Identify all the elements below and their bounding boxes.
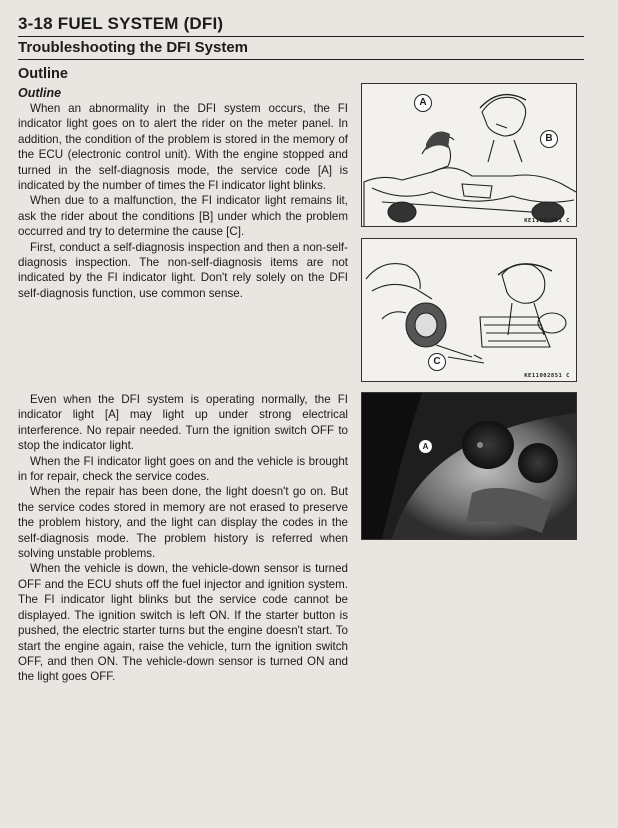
outline-heading: Outline	[18, 66, 68, 82]
outline-paragraph-2: When due to a malfunction, the FI indicator light remains lit, ask the rider about the conditions [B] under which the problem occurred and try to determine the cause [C].	[18, 194, 348, 239]
outline-paragraph-3: First, conduct a self-diagnosis inspection and then a non-self-diagnosis inspection. The non-self-diagnosis items are not indicated by the FI indicator light. Don't rely solely on the DFI self-diagnosis function, use common sense.	[18, 240, 348, 300]
meter-panel-photo	[362, 393, 576, 539]
outline-paragraph-1: When an abnormality in the DFI system occurs, the FI indicator light goes on to alert the rider on the meter panel. In addition, the condition of the problem is stored in the memory of the ECU (electronic control unit). With the engine stopped and turned in the self-diagnosis mode, the service code [A] is indicated by the number of times the FI indicator light blinks.	[18, 102, 348, 193]
indicator-paragraph-2: When the FI indicator light goes on and the vehicle is brought in for repair, check the service codes.	[18, 454, 348, 484]
subtitle-rule	[18, 59, 584, 60]
outline-text	[18, 101, 348, 301]
indicator-text	[18, 392, 348, 685]
figure-code: KE11002851 C	[524, 373, 570, 379]
indicator-paragraph-1: Even when the DFI system is operating normally, the FI indicator light [A] may light up under strong electrical interference. No repair needed. Turn the ignition switch OFF to stop the indicator light.	[18, 393, 348, 453]
indicator-paragraph-4: When the vehicle is down, the vehicle-down sensor is turned OFF and the ECU shuts off the fuel injector and ignition system. The FI indicator light blinks but the service code cannot be displayed. The ignition switch is left ON. If the starter button is pushed, the electric starter turns but the engine doesn't start. To start the engine again, raise the vehicle, turn the ignition switch OFF, and then ON. The vehicle-down sensor is turned ON and the light goes OFF.	[18, 562, 348, 684]
callout-a: A	[414, 94, 432, 112]
page-header	[18, 14, 584, 60]
callout-c: C	[428, 353, 446, 371]
figure-code: KE11001851 C	[524, 218, 570, 224]
callout-a: A	[418, 439, 433, 454]
atv-rider-illustration	[362, 84, 576, 226]
figure-meter-panel	[361, 392, 577, 540]
technician-illustration	[362, 239, 576, 381]
section-title: Troubleshooting the DFI System	[18, 39, 249, 56]
callout-b: B	[540, 130, 558, 148]
figure-diagnosis	[361, 238, 577, 382]
page-title: 3-18 FUEL SYSTEM (DFI)	[18, 14, 224, 33]
figure-service-code	[361, 83, 577, 227]
outline-subheading: Outline	[18, 86, 62, 100]
indicator-paragraph-3: When the repair has been done, the light doesn't go on. But the service codes stored in memory are not erased to preserve the problem history, and the light can display the codes in the self-diagnosis mode. The problem history is referred when solving unstable problems.	[18, 485, 348, 561]
